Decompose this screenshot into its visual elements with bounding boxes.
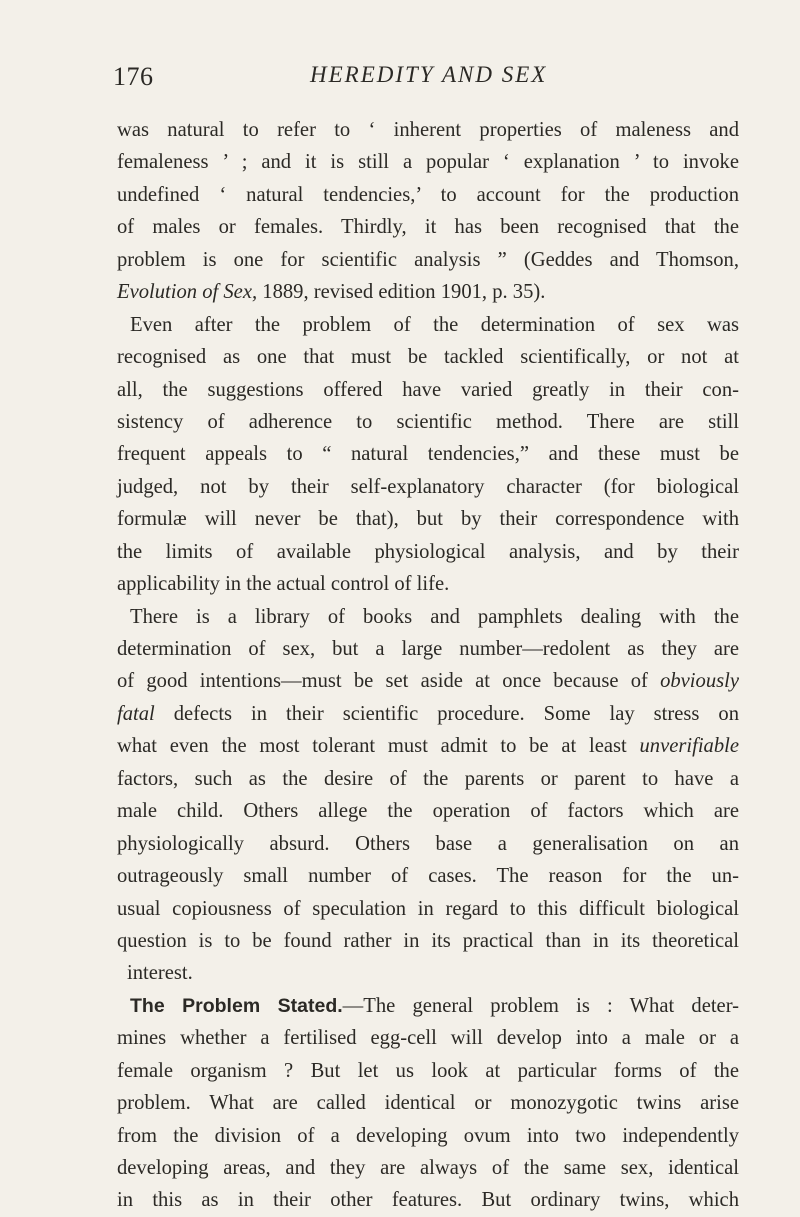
emphasis-text: unverifiable — [639, 735, 739, 758]
text-line: recognised as one that must be tackled scientifically, or not at — [117, 346, 739, 369]
text-line: all, the suggestions offered have varied greatly in their con- — [117, 378, 739, 401]
text-line: question is to be found rather in its practical than in its theoretical — [117, 929, 739, 952]
text-line: problem is one for scientific analysis ” (Geddes and Thomson, — [117, 248, 739, 271]
text-line: judged, not by their self-explanatory character (for biological — [117, 475, 739, 498]
text-line: usual copiousness of speculation in regard to this difficult biological — [117, 897, 739, 920]
text-line: interest. — [127, 962, 193, 985]
text-line: female organism ? But let us look at particular forms of the — [117, 1059, 739, 1082]
text-line: developing areas, and they are always of the same sex, identical — [117, 1157, 739, 1179]
paragraph-start-line — [117, 990, 739, 1022]
page-header — [0, 62, 800, 102]
citation-title: Evolution of Sex, — [117, 281, 258, 304]
paragraph-start-line: There is a library of books and pamphlets dealing with the — [130, 605, 739, 628]
citation-details: 1889, revised edition 1901, p. 35). — [257, 281, 546, 304]
text-line: factors, such as the desire of the parents or parent to have a — [117, 767, 739, 790]
text-line: frequent appeals to “ natural tendencies,” and these must be — [117, 443, 739, 466]
emphasis-text: fatal — [117, 702, 155, 725]
text-line: from the division of a developing ovum into two independently — [117, 1124, 739, 1147]
text-line: physiologically absurd. Others base a generalisation on an — [117, 832, 739, 855]
text-segment: —The general problem is : What deter- — [342, 994, 739, 1017]
text-line — [117, 730, 739, 762]
text-line: mines whether a fertilised egg-cell will develop into a male or a — [117, 1027, 739, 1050]
text-line: sistency of adherence to scientific method. There are still — [117, 410, 739, 433]
section-heading: The Problem Stated. — [130, 994, 343, 1017]
emphasis-text: obviously — [660, 670, 739, 693]
text-line: outrageously small number of cases. The reason for the un- — [117, 865, 739, 888]
text-segment: of good intentions—must be set aside at once because of — [117, 670, 661, 693]
text-line: determination of sex, but a large number—redolent as they are — [117, 638, 739, 660]
text-line: applicability in the actual control of life. — [117, 573, 450, 596]
text-line: formulæ will never be that), but by their correspondence with — [117, 508, 739, 531]
text-line: problem. What are called identical or monozygotic twins arise — [117, 1092, 739, 1115]
running-head: HEREDITY AND SEX — [310, 62, 548, 87]
text-line — [117, 665, 739, 697]
text-line: femaleness ’ ; and it is still a popular ‘ explanation ’ to invoke — [117, 151, 739, 174]
text-line: male child. Others allege the operation of factors which are — [117, 800, 739, 823]
body-text — [117, 114, 739, 1217]
text-line: the limits of available physiological analysis, and by their — [117, 540, 739, 563]
text-line: of males or females. Thirdly, it has been recognised that the — [117, 216, 739, 239]
text-line: undefined ‘ natural tendencies,’ to account for the production — [117, 183, 739, 206]
text-line — [117, 698, 739, 730]
page-number: 176 — [113, 62, 154, 91]
text-segment: what even the most tolerant must admit to be at least — [117, 735, 640, 758]
text-line: was natural to refer to ‘ inherent properties of maleness and — [117, 119, 739, 141]
paragraph-start-line: Even after the problem of the determination of sex was — [130, 313, 739, 336]
text-segment: defects in their scientific procedure. Some lay stress on — [154, 702, 739, 725]
text-line — [117, 276, 739, 308]
text-line: in this as in their other features. But ordinary twins, which — [117, 1189, 739, 1212]
